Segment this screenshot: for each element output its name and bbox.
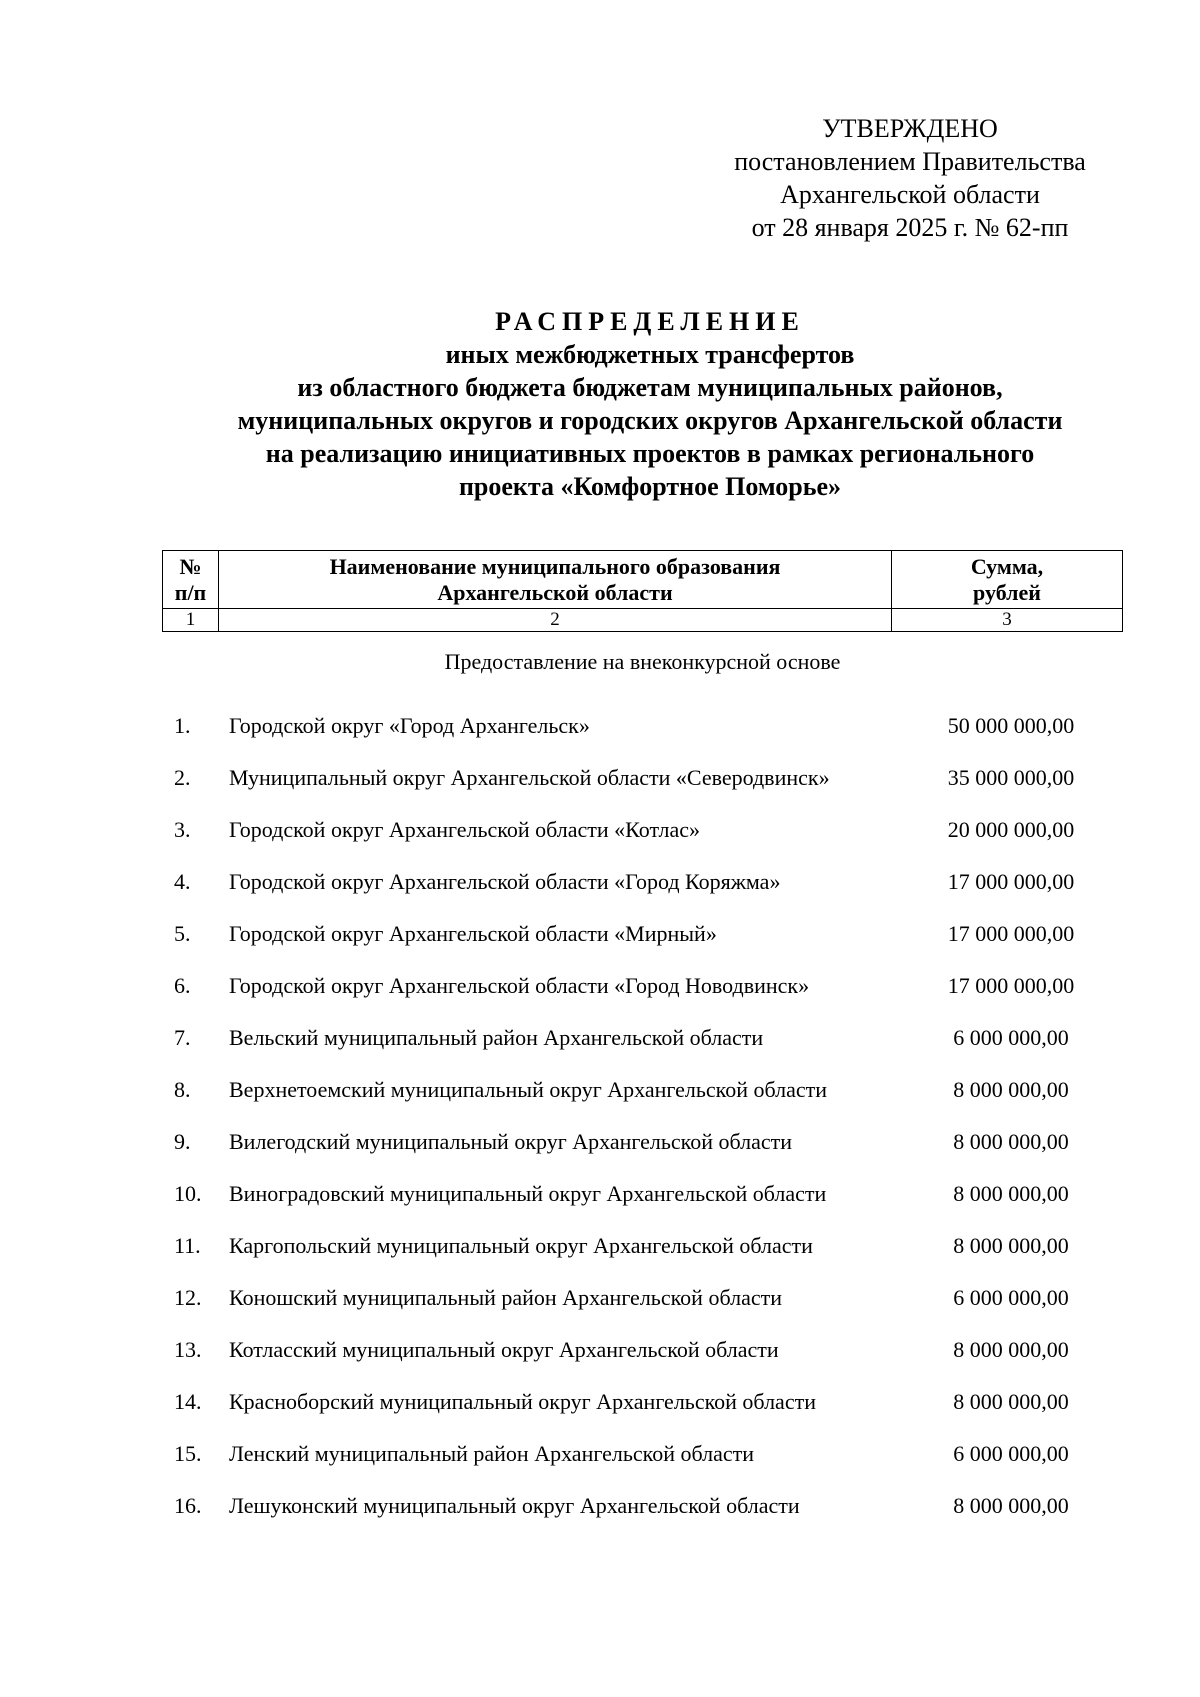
row-municipality: Коношский муниципальный район Архангельской области xyxy=(229,1285,782,1310)
title-line-5: на реализацию инициативных проектов в рамках регионального xyxy=(265,439,1035,468)
row-number: 14. xyxy=(174,1389,202,1414)
document-title xyxy=(100,305,1200,503)
distribution-list xyxy=(162,712,1123,1544)
table-row xyxy=(162,1284,1123,1312)
row-municipality: Городской округ «Город Архангельск» xyxy=(229,713,590,738)
header-col-number-line1: № xyxy=(179,553,202,579)
row-sum: 17 000 000,00 xyxy=(947,973,1075,998)
table-row xyxy=(162,1388,1123,1416)
row-municipality: Котласский муниципальный округ Архангельской области xyxy=(229,1337,779,1362)
table-row xyxy=(162,816,1123,844)
table-row xyxy=(162,712,1123,740)
table-row xyxy=(162,1024,1123,1052)
row-number: 13. xyxy=(174,1337,202,1362)
header-col-name-line2: Архангельской области xyxy=(437,579,673,605)
title-line-6: проекта «Комфортное Поморье» xyxy=(458,472,842,501)
header-col-sum xyxy=(892,551,1123,609)
table-row xyxy=(162,1076,1123,1104)
row-municipality: Муниципальный округ Архангельской области «Северодвинск» xyxy=(229,765,830,790)
table-row xyxy=(162,972,1123,1000)
title-line-3: из областного бюджета бюджетам муниципальных районов, xyxy=(297,373,1003,402)
row-municipality: Верхнетоемский муниципальный округ Архангельской области xyxy=(229,1077,828,1102)
title-line-2: иных межбюджетных трансфертов xyxy=(445,340,855,369)
row-number: 11. xyxy=(174,1233,201,1258)
row-number: 16. xyxy=(174,1493,202,1518)
table-column-numbers-row xyxy=(163,609,1123,632)
header-col-sum-line2: рублей xyxy=(973,579,1041,605)
row-municipality: Городской округ Архангельской области «Город Новодвинск» xyxy=(229,973,810,998)
row-sum: 8 000 000,00 xyxy=(953,1077,1069,1102)
row-sum: 8 000 000,00 xyxy=(953,1337,1069,1362)
row-number: 2. xyxy=(174,765,191,790)
table-header xyxy=(162,550,1123,632)
title-line-4: муниципальных округов и городских округов Архангельской области xyxy=(237,406,1063,435)
table-row xyxy=(162,1336,1123,1364)
row-number: 15. xyxy=(174,1441,202,1466)
table-row xyxy=(162,1492,1123,1520)
row-municipality: Городской округ Архангельской области «Город Коряжма» xyxy=(229,869,781,894)
row-sum: 17 000 000,00 xyxy=(947,921,1075,946)
row-municipality: Лешуконский муниципальный округ Архангельской области xyxy=(229,1493,800,1518)
table-row xyxy=(162,764,1123,792)
row-number: 9. xyxy=(174,1129,191,1154)
row-municipality: Виноградовский муниципальный округ Архангельской области xyxy=(229,1181,827,1206)
table-header-row xyxy=(163,551,1123,609)
row-municipality: Городской округ Архангельской области «Котлас» xyxy=(229,817,701,842)
row-number: 1. xyxy=(174,713,191,738)
approval-line-date: от 28 января 2025 г. № 62-пп xyxy=(751,213,1069,242)
row-municipality: Вилегодский муниципальный округ Архангельской области xyxy=(229,1129,793,1154)
row-sum: 8 000 000,00 xyxy=(953,1389,1069,1414)
row-number: 12. xyxy=(174,1285,202,1310)
approval-block xyxy=(700,112,1120,244)
row-sum: 20 000 000,00 xyxy=(947,817,1075,842)
header-col-name xyxy=(219,551,892,609)
row-sum: 6 000 000,00 xyxy=(953,1025,1069,1050)
header-col-number xyxy=(163,551,219,609)
row-municipality: Городской округ Архангельской области «Мирный» xyxy=(229,921,717,946)
header-col-name-line1: Наименование муниципального образования xyxy=(329,553,781,579)
table-row xyxy=(162,1180,1123,1208)
row-number: 6. xyxy=(174,973,191,998)
row-municipality: Ленский муниципальный район Архангельской области xyxy=(229,1441,755,1466)
row-sum: 8 000 000,00 xyxy=(953,1181,1069,1206)
approval-line-resolution: постановлением Правительства xyxy=(734,147,1086,176)
row-sum: 8 000 000,00 xyxy=(953,1129,1069,1154)
section-title: Предоставление на внеконкурсной основе xyxy=(444,649,841,674)
row-number: 3. xyxy=(174,817,191,842)
row-sum: 50 000 000,00 xyxy=(947,713,1075,738)
row-municipality: Каргопольский муниципальный округ Архангельской области xyxy=(229,1233,813,1258)
column-number-3: 3 xyxy=(892,609,1123,632)
header-col-number-line2: п/п xyxy=(174,579,207,605)
approval-line-region: Архангельской области xyxy=(780,180,1040,209)
table-row xyxy=(162,920,1123,948)
column-number-2: 2 xyxy=(219,609,892,632)
row-number: 7. xyxy=(174,1025,191,1050)
row-sum: 6 000 000,00 xyxy=(953,1285,1069,1310)
table-row xyxy=(162,868,1123,896)
table-row xyxy=(162,1232,1123,1260)
table-row xyxy=(162,1128,1123,1156)
row-sum: 35 000 000,00 xyxy=(947,765,1075,790)
row-sum: 17 000 000,00 xyxy=(947,869,1075,894)
row-number: 10. xyxy=(174,1181,202,1206)
approval-line-approved: УТВЕРЖДЕНО xyxy=(822,114,998,143)
title-main: РАСПРЕДЕЛЕНИЕ xyxy=(495,307,805,336)
row-sum: 8 000 000,00 xyxy=(953,1493,1069,1518)
row-sum: 6 000 000,00 xyxy=(953,1441,1069,1466)
column-number-1: 1 xyxy=(163,609,219,632)
row-number: 5. xyxy=(174,921,191,946)
row-municipality: Вельский муниципальный район Архангельской области xyxy=(229,1025,764,1050)
row-sum: 8 000 000,00 xyxy=(953,1233,1069,1258)
header-col-sum-line1: Сумма, xyxy=(970,553,1044,579)
row-municipality: Красноборский муниципальный округ Архангельской области xyxy=(229,1389,816,1414)
row-number: 8. xyxy=(174,1077,191,1102)
table-row xyxy=(162,1440,1123,1468)
row-number: 4. xyxy=(174,869,191,894)
